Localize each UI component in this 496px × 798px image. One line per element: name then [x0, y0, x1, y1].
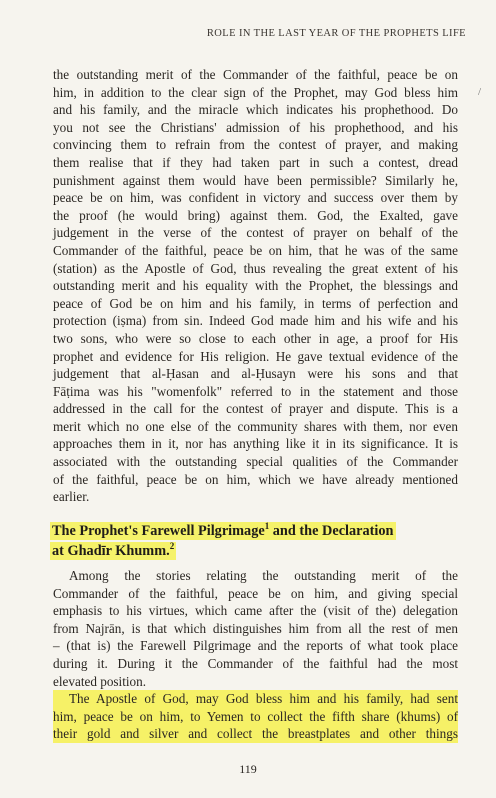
text-line: convincing them to refrain from the contest of prayer, and making: [53, 137, 458, 153]
text-line: judgement in the verse of the contest of prayer on behalf of the: [53, 225, 458, 241]
margin-pencil-mark: /: [478, 86, 482, 98]
text-line: elevated position.: [53, 673, 147, 689]
text-line: outstanding merit and his equality with the Prophet, the blessings and: [53, 278, 458, 294]
text-line: during it. During it the Commander of the faithful had the most: [53, 655, 458, 671]
footnote-ref: 1: [264, 521, 270, 532]
highlighted-text-line: their gold and silver and collect the breastplates and other things: [53, 726, 458, 742]
text-line: (station) as the Apostle of God, thus revealing the great extent of his: [53, 260, 458, 276]
text-line: judgement that al-Ḥasan and al-Ḥusayn were his sons and that: [53, 366, 458, 382]
paragraph-1: [53, 66, 458, 506]
page-number: 119: [239, 762, 257, 776]
text-line: the proof (he would bring) against them. God, the Exalted, gave: [53, 207, 458, 223]
text-line: Commander of the faithful, peace be on him, and giving special: [53, 585, 458, 601]
text-line: – (that is) the Farewell Pilgrimage and the reports of what took place: [53, 638, 458, 654]
text-line: two sons, who were so close to each other in age, a proof for His: [53, 330, 458, 346]
text-line: emphasis to his virtues, which came after the (visit of the) delegation: [53, 603, 458, 619]
text-line: you not see the Christians' admission of his prophethood, and his: [53, 119, 458, 135]
text-line: peace of God be on him and his family, in terms of perfection and: [53, 295, 458, 311]
heading-text: The Prophet's Farewell Pilgrimage: [52, 523, 265, 539]
text-line: him, in addition to the clear sign of the Prophet, may God bless him: [53, 84, 458, 100]
text-line: associated with the outstanding special qualities of the Commander: [53, 454, 458, 470]
highlighted-text-line: him, peace be on him, to Yemen to collect the fifth share (khums) of: [53, 708, 458, 724]
text-line: peace be on him, was confident in victory and success over them by: [53, 190, 458, 206]
text-line: the outstanding merit of the Commander of the faithful, peace be on: [53, 67, 458, 82]
text-line: addressed in the call for the contest of prayer and dispute. This is a: [53, 401, 458, 417]
text-line: merit which no one else of the community shares with them, nor even: [53, 418, 458, 434]
heading-highlight: [50, 522, 396, 540]
heading-text: at Ghadīr Khumm.: [52, 543, 170, 559]
text-line: punishment against them would have been permissible? Similarly he,: [53, 172, 458, 188]
footnote-ref: 2: [169, 541, 175, 552]
text-line: and his family, and the miracle which indicates his prophethood. Do: [53, 102, 458, 118]
section-heading: [50, 521, 464, 561]
highlighted-text-line: The Apostle of God, may God bless him and his family, had sent: [53, 690, 458, 708]
text-line: Among the stories relating the outstanding merit of the: [69, 568, 458, 583]
text-line: Commander of the faithful, peace be on him, that he was of the same: [53, 242, 458, 258]
paragraph-2: [53, 567, 458, 743]
text-line: approaches them in it, nor has anything like it in its significance. It is: [53, 436, 458, 452]
text-line: of the faithful, peace be on him, which we have already mentioned: [53, 471, 458, 487]
text-line: from Najrān, is that which distinguishes him from all the rest of men: [53, 620, 458, 636]
heading-text: and the Declaration: [269, 523, 394, 539]
running-head: ROLE IN THE LAST YEAR OF THE PROPHETS LIFE: [206, 28, 466, 39]
text-line: earlier.: [53, 489, 90, 505]
text-line: them realise that if they had taken part in such a contest, dread: [53, 154, 458, 170]
heading-highlight: [50, 542, 176, 560]
text-line: Fāṭima was his "womenfolk" referred to in the statement and those: [53, 383, 458, 399]
text-line: protection (iṣma) from sin. Indeed God made him and his wife and his: [53, 313, 458, 329]
text-line: prophet and evidence for His religion. He gave textual evidence of the: [53, 348, 458, 364]
